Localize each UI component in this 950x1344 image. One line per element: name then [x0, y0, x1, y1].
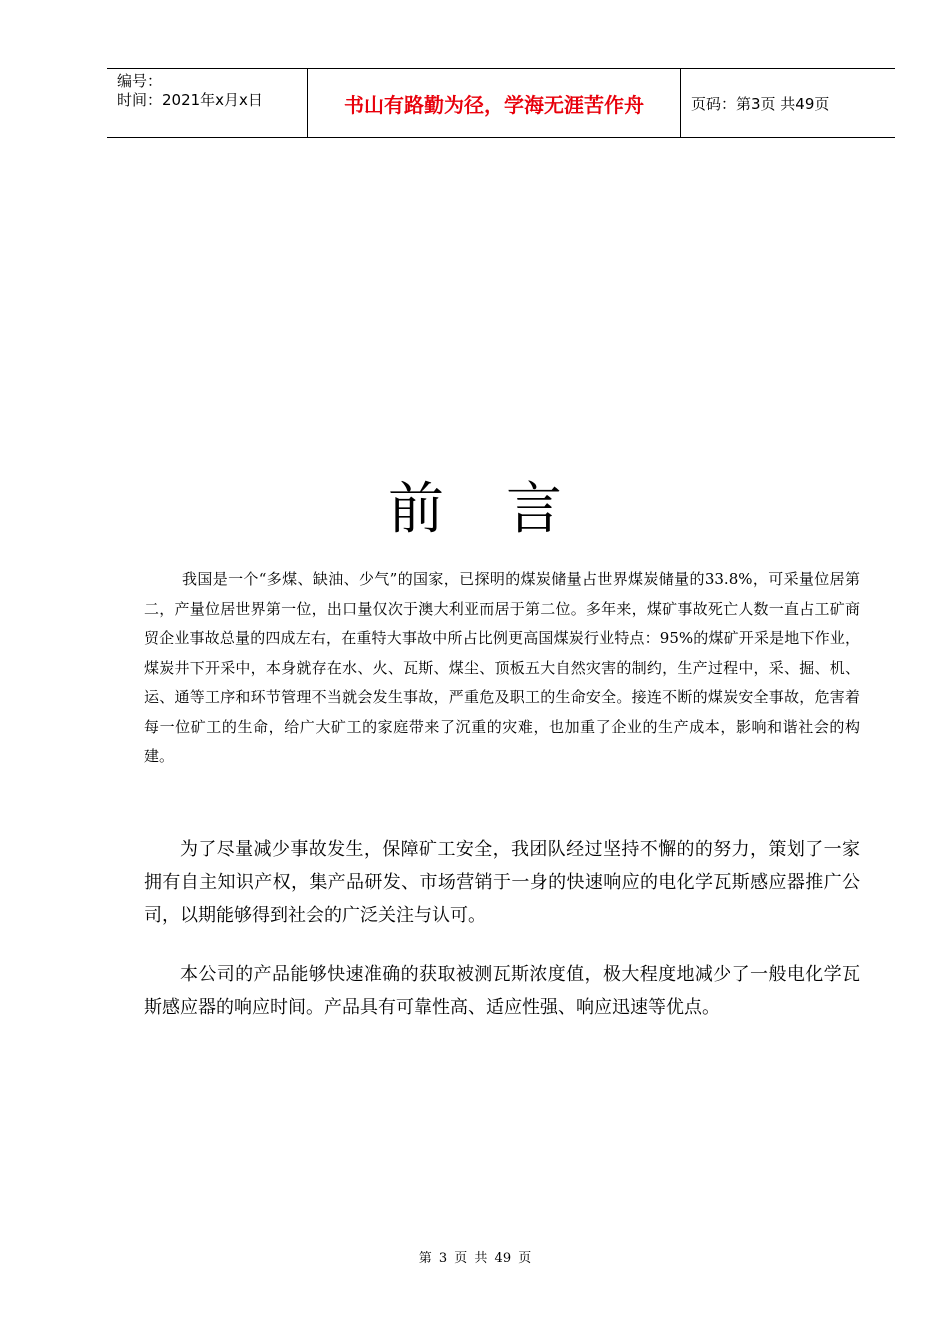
body-paragraph: 本公司的产品能够快速准确的获取被测瓦斯浓度值，极大程度地减少了一般电化学瓦斯感应器的响应时间。产品具有可靠性高、适应性强、响应迅速等优点。 — [144, 964, 860, 1018]
page-header — [107, 68, 895, 138]
header-page-cell — [681, 69, 895, 137]
body-paragraph: 我国是一个“多煤、缺油、少气”的国家，已探明的煤炭储量占世界煤炭储量的33.8%，可采量位居第二，产量位居世界第一位，出口量仅次于澳大利亚而居于第二位。多年来，煤矿事故死亡人数一直占工矿商贸企业事故总量的四成左右，在重特大事故中所占比例更高国煤炭行业特点：95%的煤矿开采是地下作业，煤炭井下开采中，本身就存在水、火、瓦斯、煤尘、顶板五大自然灾害的制约，生产过程中，采、掘、机、运、通等工序和环节管理不当就会发生事故，严重危及职工的生命安全。接连不断的煤炭安全事故，危害着每一位矿工的生命，给广大矿工的家庭带来了沉重的灾难，也加重了企业的生产成本，影响和谐社会的构建。 — [144, 570, 860, 765]
header-motto-cell — [308, 69, 681, 137]
page-title: 前言 — [388, 477, 624, 542]
body-paragraph: 为了尽量减少事故发生，保障矿工安全，我团队经过坚持不懈的的努力，策划了一家拥有自主知识产权，集产品研发、市场营销于一身的快速响应的电化学瓦斯感应器推广公司，以期能够得到社会的广泛关注与认可。 — [144, 839, 860, 926]
header-info-cell — [107, 69, 308, 137]
date-label: 时间：2021年x月x日 — [117, 91, 263, 109]
serial-number-label: 编号： — [117, 72, 163, 90]
page-code-label: 页码：第3页 共49页 — [691, 94, 830, 113]
motto-text: 书山有路勤为径，学海无涯苦作舟 — [344, 92, 644, 117]
page-footer: 第 3 页 共 49 页 — [418, 1251, 532, 1266]
